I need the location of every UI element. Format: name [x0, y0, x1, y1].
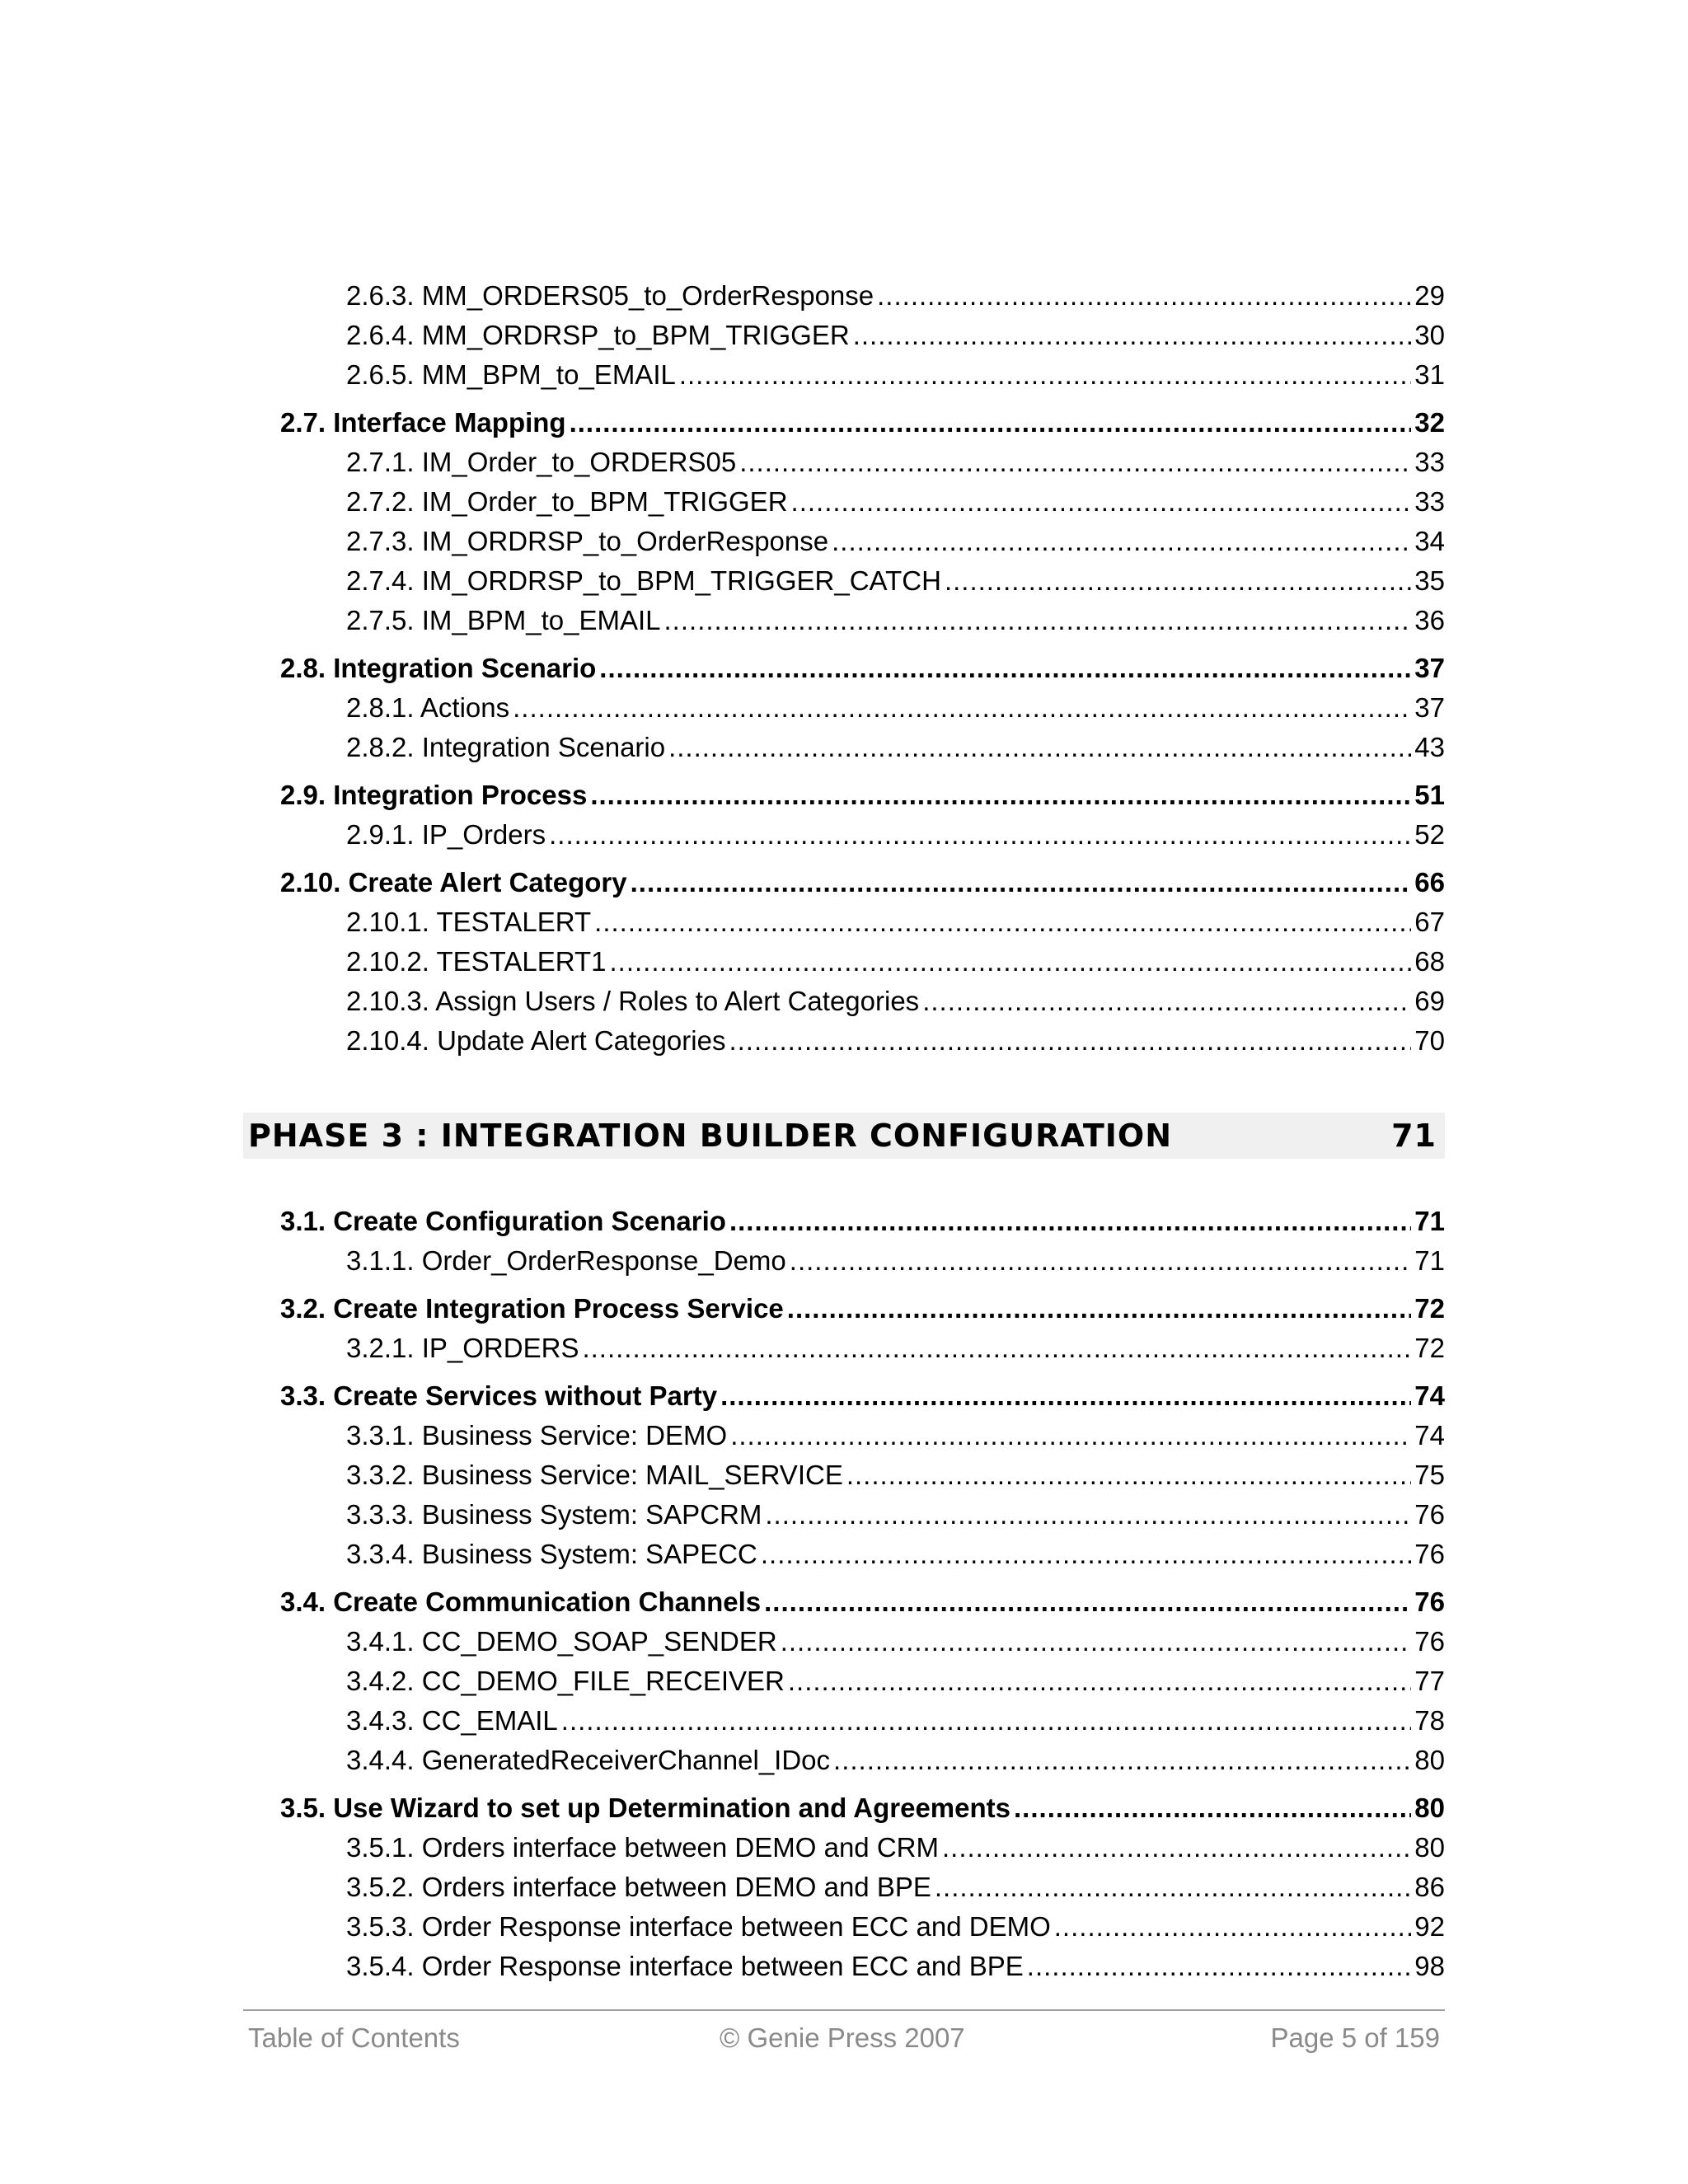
- footer-copyright: © Genie Press 2007: [720, 2022, 965, 2053]
- toc-subsection-entry[interactable]: [346, 1828, 1445, 1868]
- toc-subsection-entry[interactable]: [346, 482, 1445, 522]
- dot-leader: [791, 482, 1412, 522]
- toc-section-entry[interactable]: [280, 863, 1445, 902]
- toc-subsection-entry[interactable]: [346, 1535, 1445, 1574]
- dot-leader: [833, 1741, 1411, 1780]
- toc-entry-title: 2.9. Integration Process: [280, 780, 588, 810]
- toc-entry-title: 2.8.2. Integration Scenario: [346, 732, 666, 762]
- dot-leader: [945, 561, 1411, 601]
- dot-leader: [729, 1202, 1411, 1241]
- toc-entry-page: 77: [1414, 1666, 1445, 1696]
- toc-entry-title: 3.5.3. Order Response interface between ECC and DEMO: [346, 1911, 1051, 1942]
- toc-subsection-entry[interactable]: [346, 815, 1445, 855]
- toc-entry-page: 72: [1414, 1333, 1445, 1363]
- toc-entry-title: 3.5.4. Order Response interface between ECC and BPE: [346, 1951, 1024, 1981]
- toc-entry-title: 3.2. Create Integration Process Service: [280, 1293, 784, 1324]
- toc-entry-page: 29: [1414, 280, 1445, 311]
- toc-entry-page: 72: [1414, 1293, 1445, 1324]
- toc-subsection-entry[interactable]: [346, 1021, 1445, 1061]
- toc-entry-page: 37: [1414, 653, 1445, 683]
- toc-section-entry[interactable]: [280, 1582, 1445, 1622]
- toc-entry-title: 2.10.2. TESTALERT1: [346, 946, 607, 977]
- toc-subsection-entry[interactable]: [346, 355, 1445, 395]
- toc-subsection-entry[interactable]: [346, 1907, 1445, 1947]
- toc-entry-page: 74: [1414, 1420, 1445, 1451]
- toc-section-entry[interactable]: [280, 1376, 1445, 1416]
- toc-entry-title: 3.3.4. Business System: SAPECC: [346, 1539, 757, 1569]
- dot-leader: [594, 902, 1411, 942]
- dot-leader: [549, 815, 1411, 855]
- toc-entry-page: 80: [1414, 1793, 1445, 1823]
- toc-entry-page: 71: [1414, 1206, 1445, 1236]
- toc-section-entry[interactable]: [280, 403, 1445, 443]
- toc-entry-page: 86: [1414, 1872, 1445, 1902]
- toc-entry-page: 52: [1414, 819, 1445, 850]
- dot-leader: [853, 316, 1412, 355]
- dot-leader: [1054, 1907, 1412, 1947]
- toc-subsection-entry[interactable]: [346, 561, 1445, 601]
- toc-entry-title: 3.1. Create Configuration Scenario: [280, 1206, 726, 1236]
- toc-subsection-entry[interactable]: [346, 1741, 1445, 1780]
- toc-entry-title: 2.8.1. Actions: [346, 692, 510, 723]
- dot-leader: [561, 1701, 1412, 1741]
- toc-subsection-entry[interactable]: [346, 1701, 1445, 1741]
- toc-entry-page: 34: [1414, 526, 1445, 556]
- dot-leader: [1014, 1788, 1411, 1828]
- toc-entry-title: 2.9.1. IP_Orders: [346, 819, 546, 850]
- toc-entry-title: 2.7.5. IM_BPM_to_EMAIL: [346, 605, 661, 635]
- toc-entry-page: 33: [1414, 447, 1445, 477]
- toc-subsection-entry[interactable]: [346, 942, 1445, 982]
- toc-list-phase-3: [0, 1193, 1688, 1986]
- toc-entry-page: 35: [1414, 565, 1445, 596]
- toc-section-entry[interactable]: [280, 1289, 1445, 1329]
- dot-leader: [942, 1828, 1411, 1868]
- dot-leader: [513, 688, 1411, 728]
- toc-list-phase-2: [0, 276, 1688, 1061]
- toc-subsection-entry[interactable]: [346, 1868, 1445, 1907]
- toc-subsection-entry[interactable]: [346, 601, 1445, 640]
- toc-subsection-entry[interactable]: [346, 1622, 1445, 1661]
- dot-leader: [720, 1376, 1411, 1416]
- toc-entry-page: 32: [1414, 407, 1445, 438]
- dot-leader: [788, 1661, 1411, 1701]
- dot-leader: [590, 776, 1411, 815]
- toc-section-entry[interactable]: [280, 776, 1445, 815]
- toc-entry-title: 2.10.3. Assign Users / Roles to Alert Categories: [346, 986, 920, 1016]
- toc-subsection-entry[interactable]: [346, 1241, 1445, 1281]
- toc-entry-page: 37: [1414, 692, 1445, 723]
- dot-leader: [781, 1622, 1412, 1661]
- toc-entry-page: 71: [1414, 1245, 1445, 1276]
- dot-leader: [739, 443, 1411, 482]
- toc-entry-page: 76: [1414, 1586, 1445, 1617]
- dot-leader: [877, 276, 1411, 316]
- phase-title: PHASE 3 : INTEGRATION BUILDER CONFIGURATION: [248, 1118, 1173, 1154]
- toc-entry-title: 3.2.1. IP_ORDERS: [346, 1333, 579, 1363]
- footer-page-number: Page 5 of 159: [1270, 2022, 1440, 2053]
- toc-entry-title: 3.4. Create Communication Channels: [280, 1586, 762, 1617]
- dot-leader: [631, 863, 1412, 902]
- toc-entry-title: 2.6.5. MM_BPM_to_EMAIL: [346, 359, 676, 390]
- page-footer: [243, 2009, 1445, 2060]
- toc-entry-page: 68: [1414, 946, 1445, 977]
- toc-entry-title: 3.3. Create Services without Party: [280, 1380, 718, 1411]
- toc-entry-title: 2.8. Integration Scenario: [280, 653, 597, 683]
- toc-subsection-entry[interactable]: [346, 1416, 1445, 1455]
- toc-entry-page: 31: [1414, 359, 1445, 390]
- dot-leader: [679, 355, 1411, 395]
- toc-entry-page: 80: [1414, 1745, 1445, 1775]
- dot-leader: [729, 1021, 1411, 1061]
- toc-entry-title: 3.4.3. CC_EMAIL: [346, 1705, 558, 1736]
- toc-entry-title: 3.5.1. Orders interface between DEMO and CRM: [346, 1832, 939, 1863]
- toc-entry-title: 3.3.1. Business Service: DEMO: [346, 1420, 728, 1451]
- toc-entry-page: 78: [1414, 1705, 1445, 1736]
- toc-entry-page: 67: [1414, 907, 1445, 937]
- dot-leader: [761, 1535, 1411, 1574]
- toc-subsection-entry[interactable]: [346, 1947, 1445, 1986]
- toc-entry-page: 76: [1414, 1499, 1445, 1530]
- toc-entry-page: 66: [1414, 867, 1445, 898]
- toc-entry-page: 51: [1414, 780, 1445, 810]
- dot-leader: [668, 728, 1411, 767]
- toc-entry-page: 92: [1414, 1911, 1445, 1942]
- toc-entry-title: 3.4.2. CC_DEMO_FILE_RECEIVER: [346, 1666, 785, 1696]
- toc-subsection-entry[interactable]: [346, 902, 1445, 942]
- toc-subsection-entry[interactable]: [346, 982, 1445, 1021]
- toc-entry-title: 3.4.4. GeneratedReceiverChannel_IDoc: [346, 1745, 831, 1775]
- dot-leader: [582, 1329, 1411, 1368]
- dot-leader: [664, 601, 1412, 640]
- toc-entry-page: 69: [1414, 986, 1445, 1016]
- toc-subsection-entry[interactable]: [346, 443, 1445, 482]
- toc-entry-page: 36: [1414, 605, 1445, 635]
- toc-entry-title: 2.6.4. MM_ORDRSP_to_BPM_TRIGGER: [346, 320, 850, 350]
- dot-leader: [832, 522, 1411, 561]
- dot-leader: [764, 1582, 1411, 1622]
- toc-subsection-entry[interactable]: [346, 728, 1445, 767]
- toc-entry-page: 74: [1414, 1380, 1445, 1411]
- toc-subsection-entry[interactable]: [346, 1495, 1445, 1535]
- toc-entry-title: 2.10. Create Alert Category: [280, 867, 627, 898]
- dot-leader: [846, 1455, 1411, 1495]
- toc-entry-page: 30: [1414, 320, 1445, 350]
- toc-entry-page: 70: [1414, 1025, 1445, 1056]
- toc-entry-title: 3.5. Use Wizard to set up Determination and Agreements: [280, 1793, 1011, 1823]
- toc-entry-title: 3.5.2. Orders interface between DEMO and BPE: [346, 1872, 931, 1902]
- phase-heading[interactable]: [243, 1113, 1445, 1159]
- dot-leader: [570, 403, 1412, 443]
- dot-leader: [610, 942, 1412, 982]
- dot-leader: [1027, 1947, 1411, 1986]
- toc-entry-page: 98: [1414, 1951, 1445, 1981]
- toc-entry-title: 2.10.1. TESTALERT: [346, 907, 592, 937]
- toc-subsection-entry[interactable]: [346, 688, 1445, 728]
- toc-entry-title: 2.7.1. IM_Order_to_ORDERS05: [346, 447, 737, 477]
- toc-section-entry[interactable]: [280, 649, 1445, 688]
- toc-entry-title: 2.7.4. IM_ORDRSP_to_BPM_TRIGGER_CATCH: [346, 565, 941, 596]
- toc-entry-page: 80: [1414, 1832, 1445, 1863]
- dot-leader: [790, 1241, 1412, 1281]
- toc-subsection-entry[interactable]: [346, 1661, 1445, 1701]
- dot-leader: [922, 982, 1411, 1021]
- dot-leader: [765, 1495, 1411, 1535]
- toc-entry-title: 3.1.1. Order_OrderResponse_Demo: [346, 1245, 786, 1276]
- toc-subsection-entry[interactable]: [346, 1329, 1445, 1368]
- toc-section-entry[interactable]: [280, 1202, 1445, 1241]
- toc-entry-title: 2.7. Interface Mapping: [280, 407, 566, 438]
- toc-entry-title: 3.3.2. Business Service: MAIL_SERVICE: [346, 1460, 843, 1490]
- toc-entry-page: 76: [1414, 1539, 1445, 1569]
- toc-entry-page: 43: [1414, 732, 1445, 762]
- toc-entry-title: 2.10.4. Update Alert Categories: [346, 1025, 726, 1056]
- toc-subsection-entry[interactable]: [346, 276, 1445, 316]
- phase-page-number: 71: [1391, 1118, 1437, 1154]
- toc-entry-title: 2.7.2. IM_Order_to_BPM_TRIGGER: [346, 486, 788, 517]
- toc-entry-page: 33: [1414, 486, 1445, 517]
- toc-entry-title: 2.6.3. MM_ORDERS05_to_OrderResponse: [346, 280, 874, 311]
- dot-leader: [599, 649, 1411, 688]
- dot-leader: [935, 1868, 1411, 1907]
- toc-subsection-entry[interactable]: [346, 522, 1445, 561]
- toc-entry-page: 76: [1414, 1626, 1445, 1657]
- toc-section-entry[interactable]: [280, 1788, 1445, 1828]
- toc-entry-page: 75: [1414, 1460, 1445, 1490]
- toc-subsection-entry[interactable]: [346, 1455, 1445, 1495]
- dot-leader: [730, 1416, 1411, 1455]
- toc-subsection-entry[interactable]: [346, 316, 1445, 355]
- dot-leader: [787, 1289, 1411, 1329]
- toc-entry-title: 2.7.3. IM_ORDRSP_to_OrderResponse: [346, 526, 829, 556]
- toc-entry-title: 3.3.3. Business System: SAPCRM: [346, 1499, 762, 1530]
- footer-section-label: Table of Contents: [248, 2022, 460, 2053]
- toc-entry-title: 3.4.1. CC_DEMO_SOAP_SENDER: [346, 1626, 777, 1657]
